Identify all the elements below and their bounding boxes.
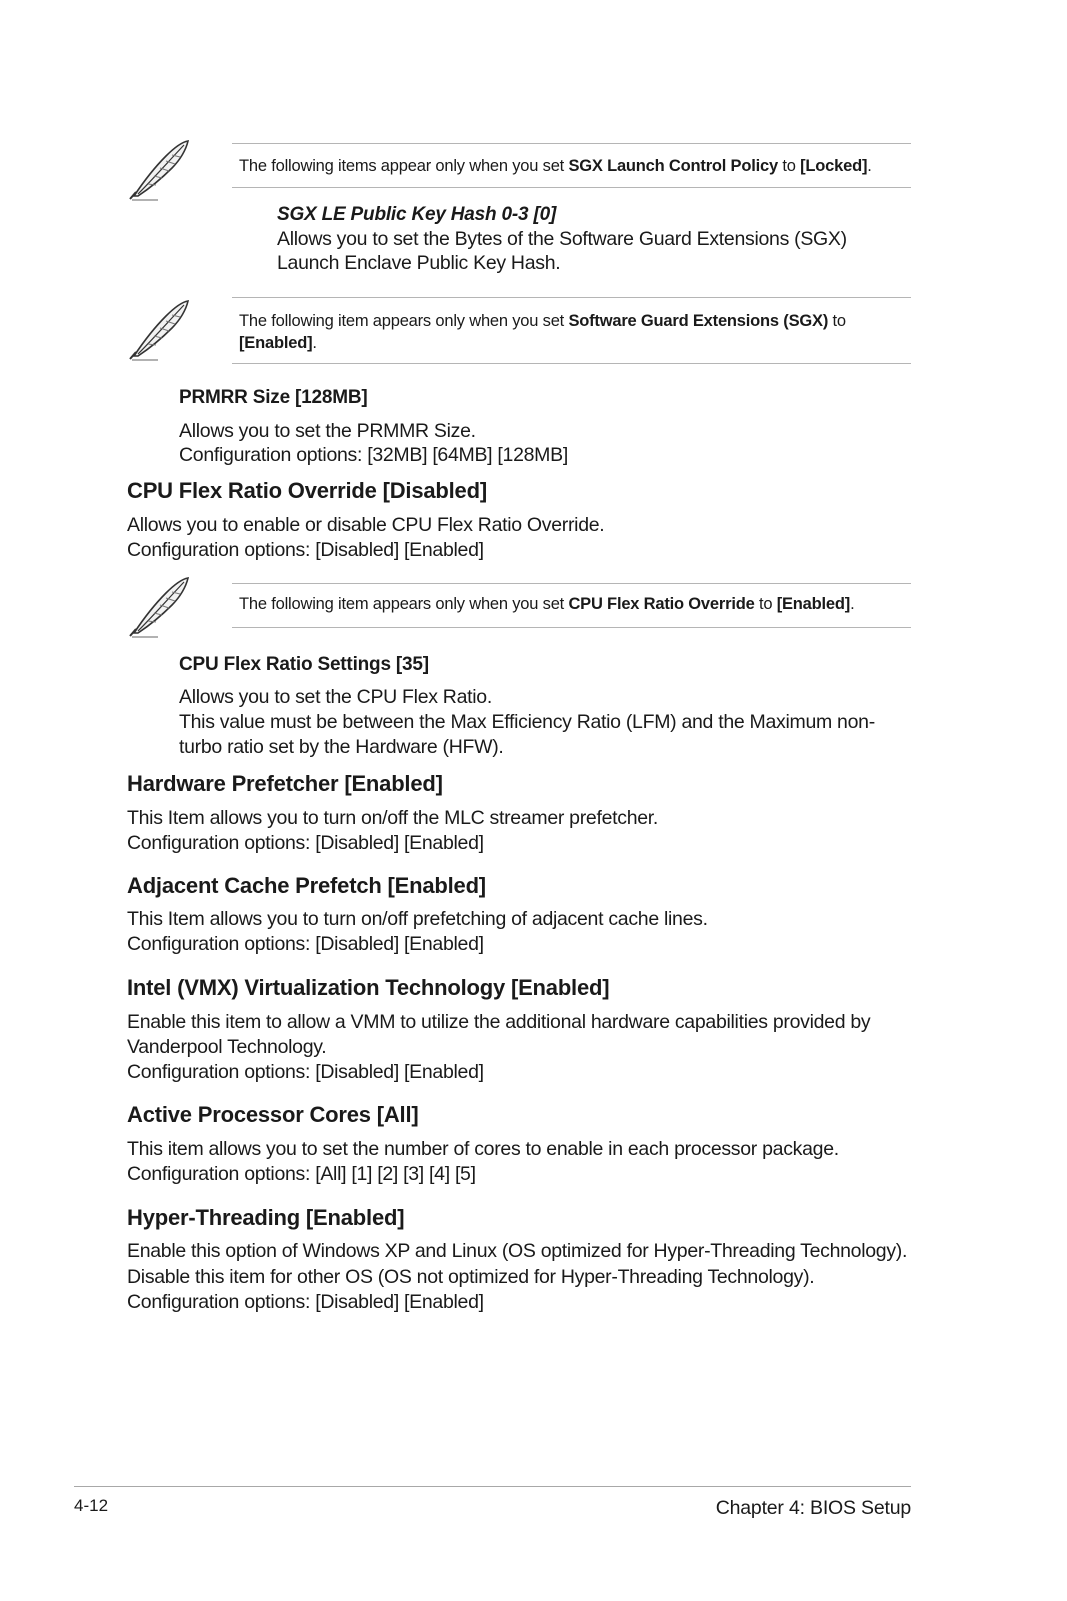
vmx-desc-3: Configuration options: [Disabled] [Enabled] bbox=[127, 1061, 484, 1083]
ht-desc-1: Enable this option of Windows XP and Linux (OS optimized for Hyper-Threading Technology). bbox=[127, 1240, 908, 1262]
adj-cache-title: Adjacent Cache Prefetch [Enabled] bbox=[127, 873, 486, 898]
hw-prefetcher-title: Hardware Prefetcher [Enabled] bbox=[127, 771, 443, 796]
note-bottom-rule bbox=[232, 363, 911, 364]
cores-desc-1: This item allows you to set the number of cores to enable in each processor package. bbox=[127, 1138, 839, 1160]
adj-cache-desc-1: This Item allows you to turn on/off prefetching of adjacent cache lines. bbox=[127, 908, 708, 930]
vmx-title: Intel (VMX) Virtualization Technology [Enabled] bbox=[127, 975, 610, 1000]
prmrr-desc-2: Configuration options: [32MB] [64MB] [128MB] bbox=[179, 444, 568, 466]
cpu-flex-override-desc-1: Allows you to enable or disable CPU Flex Ratio Override. bbox=[127, 514, 605, 536]
ht-title: Hyper-Threading [Enabled] bbox=[127, 1205, 405, 1230]
note-quill-icon bbox=[128, 138, 192, 202]
cores-desc-2: Configuration options: [All] [1] [2] [3] [4] [5] bbox=[127, 1163, 476, 1185]
cpu-flex-settings-desc-3: turbo ratio set by the Hardware (HFW). bbox=[179, 736, 504, 758]
page-number: 4-12 bbox=[74, 1496, 109, 1515]
cpu-flex-settings-desc-1: Allows you to set the CPU Flex Ratio. bbox=[179, 686, 492, 708]
note-text-sgx-launch: The following items appear only when you set SGX Launch Control Policy to [Locked]. bbox=[239, 157, 872, 175]
note-bottom-rule bbox=[232, 187, 911, 188]
cpu-flex-override-desc-2: Configuration options: [Disabled] [Enabled] bbox=[127, 539, 484, 561]
ht-desc-3: Configuration options: [Disabled] [Enabled] bbox=[127, 1291, 484, 1313]
note-quill-icon bbox=[128, 298, 192, 362]
cpu-flex-override-title: CPU Flex Ratio Override [Disabled] bbox=[127, 478, 487, 503]
hw-prefetcher-desc-2: Configuration options: [Disabled] [Enabled] bbox=[127, 832, 484, 854]
note-text-cpu-flex: The following item appears only when you set CPU Flex Ratio Override to [Enabled]. bbox=[239, 595, 855, 613]
hw-prefetcher-desc-1: This Item allows you to turn on/off the MLC streamer prefetcher. bbox=[127, 807, 659, 829]
prmrr-title: PRMRR Size [128MB] bbox=[179, 387, 368, 408]
cpu-flex-settings-desc-2: This value must be between the Max Efficiency Ratio (LFM) and the Maximum non- bbox=[179, 711, 875, 733]
sgx-hash-desc-1: Allows you to set the Bytes of the Software Guard Extensions (SGX) bbox=[277, 228, 847, 250]
vmx-desc-1: Enable this item to allow a VMM to utilize the additional hardware capabilities provided by bbox=[127, 1011, 871, 1033]
note-top-rule bbox=[232, 143, 911, 144]
prmrr-desc-1: Allows you to set the PRMMR Size. bbox=[179, 420, 476, 442]
note-bottom-rule bbox=[232, 627, 911, 628]
note-quill-icon bbox=[128, 575, 192, 639]
note-text-sgx-enabled: The following item appears only when you set Software Guard Extensions (SGX) to [Enabled]. bbox=[239, 312, 846, 352]
sgx-hash-title: SGX LE Public Key Hash 0-3 [0] bbox=[277, 204, 557, 225]
chapter-label: Chapter 4: BIOS Setup bbox=[715, 1497, 911, 1519]
footer-rule bbox=[74, 1486, 911, 1487]
sgx-hash-desc-2: Launch Enclave Public Key Hash. bbox=[277, 252, 561, 274]
note-top-rule bbox=[232, 297, 911, 298]
cpu-flex-settings-title: CPU Flex Ratio Settings [35] bbox=[179, 654, 429, 675]
adj-cache-desc-2: Configuration options: [Disabled] [Enabled] bbox=[127, 933, 484, 955]
vmx-desc-2: Vanderpool Technology. bbox=[127, 1036, 327, 1058]
cores-title: Active Processor Cores [All] bbox=[127, 1102, 419, 1127]
note-top-rule bbox=[232, 583, 911, 584]
ht-desc-2: Disable this item for other OS (OS not optimized for Hyper-Threading Technology). bbox=[127, 1266, 815, 1288]
